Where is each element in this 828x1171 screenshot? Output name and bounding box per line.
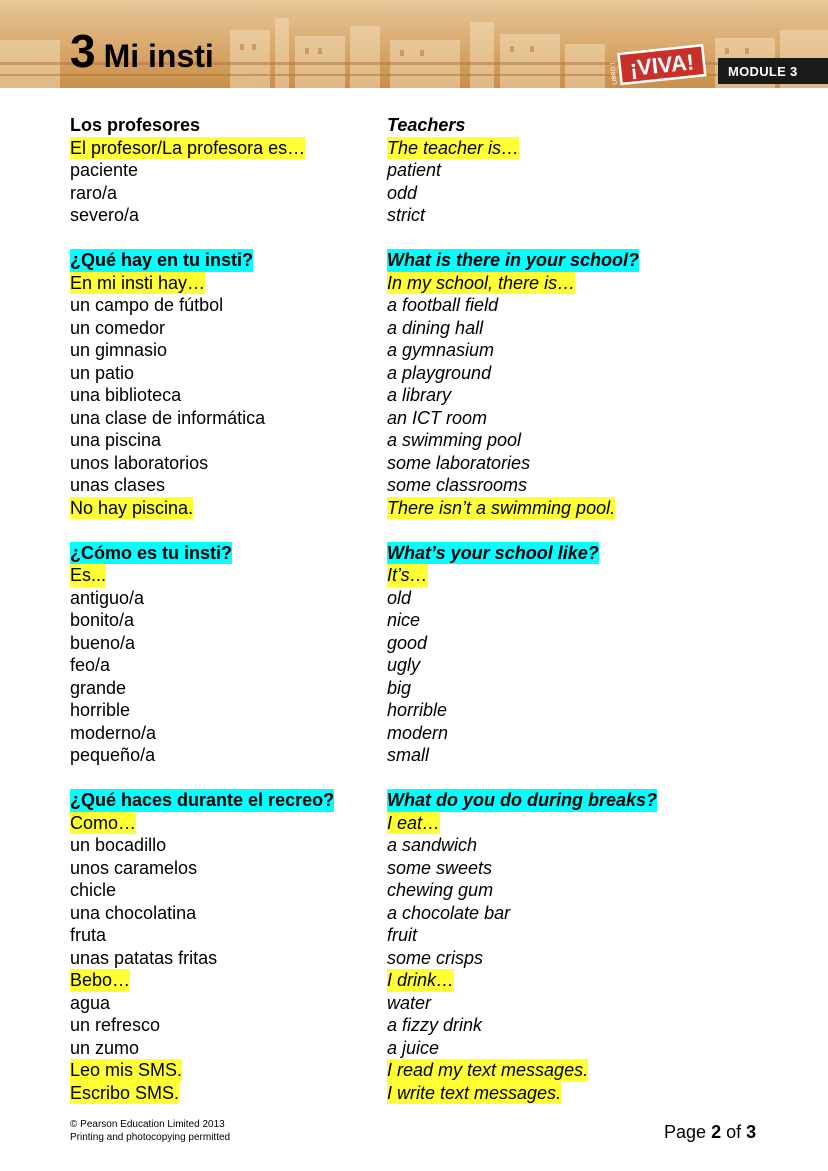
spanish-term: pequeño/a <box>70 745 156 765</box>
module-label: MODULE 3 <box>718 58 828 84</box>
spanish-term: un patio <box>70 362 135 383</box>
english-translation: What is there in your school? <box>387 250 640 270</box>
spanish-term: Escribo SMS. <box>70 1082 180 1103</box>
vocab-row <box>70 159 770 182</box>
section-heading-row <box>70 249 770 272</box>
vocab-row <box>70 857 770 880</box>
page-number <box>664 1122 756 1143</box>
spanish-term: un campo de fútbol <box>70 295 224 315</box>
module-number: 3 <box>70 25 96 77</box>
page-total: 3 <box>746 1122 757 1142</box>
english-translation: It’s… <box>387 565 428 585</box>
section-heading-row <box>70 114 770 137</box>
viva-logo-text: ¡VIVA! <box>628 49 696 81</box>
vocab-row <box>70 879 770 902</box>
vocab-row <box>70 1059 770 1082</box>
spanish-term: unos caramelos <box>70 857 198 878</box>
spanish-term: unos laboratorios <box>70 452 209 473</box>
page-current: 2 <box>711 1122 722 1142</box>
vocab-row <box>70 1037 770 1060</box>
vocab-row <box>70 654 770 677</box>
english-translation: chewing gum <box>387 880 494 900</box>
section-heading-row <box>70 789 770 812</box>
english-translation: old <box>387 587 412 608</box>
spanish-term: ¿Qué hay en tu insti? <box>70 250 254 270</box>
vocab-section <box>70 789 770 1104</box>
vocab-row <box>70 834 770 857</box>
english-translation: some sweets <box>387 857 493 878</box>
english-translation: patient <box>387 160 442 180</box>
english-translation: fruit <box>387 925 418 945</box>
english-translation: a swimming pool <box>387 430 522 450</box>
vocab-row <box>70 947 770 970</box>
english-translation: In my school, there is… <box>387 272 576 293</box>
vocab-row <box>70 294 770 317</box>
english-translation: a chocolate bar <box>387 902 511 923</box>
vocab-row <box>70 452 770 475</box>
english-translation: strict <box>387 205 425 225</box>
spanish-term: El profesor/La profesora es… <box>70 137 306 158</box>
spanish-term: ¿Qué haces durante el recreo? <box>70 790 335 810</box>
vocab-row <box>70 632 770 655</box>
spanish-term: feo/a <box>70 655 111 675</box>
english-translation: a gymnasium <box>387 340 495 360</box>
english-translation: small <box>387 745 430 765</box>
english-translation: There isn’t a swimming pool. <box>387 497 616 518</box>
vocabulary-list <box>70 114 770 1127</box>
header-banner <box>0 0 828 88</box>
vocab-row <box>70 609 770 632</box>
spanish-term: moderno/a <box>70 722 157 743</box>
spanish-term: bonito/a <box>70 610 135 630</box>
vocab-row <box>70 969 770 992</box>
english-translation: a playground <box>387 362 492 383</box>
vocab-row <box>70 587 770 610</box>
english-translation: a fizzy drink <box>387 1015 483 1035</box>
vocab-row <box>70 339 770 362</box>
spanish-term: antiguo/a <box>70 587 145 608</box>
english-translation: I drink… <box>387 970 455 990</box>
english-translation: big <box>387 677 412 698</box>
spanish-term: No hay piscina. <box>70 497 194 518</box>
spanish-term: ¿Cómo es tu insti? <box>70 542 232 563</box>
english-translation: an ICT room <box>387 407 488 428</box>
english-translation: horrible <box>387 700 448 720</box>
vocab-row <box>70 497 770 520</box>
copyright-notice <box>70 1118 230 1144</box>
vocab-row <box>70 744 770 767</box>
spanish-term: bueno/a <box>70 632 136 653</box>
vocab-section <box>70 542 770 767</box>
vocab-row <box>70 362 770 385</box>
english-translation: I eat… <box>387 812 441 833</box>
permission-line: Printing and photocopying permitted <box>70 1132 231 1143</box>
spanish-term: un gimnasio <box>70 340 168 360</box>
vocab-row <box>70 902 770 925</box>
copyright-line: © Pearson Education Limited 2013 <box>70 1119 225 1130</box>
english-translation: water <box>387 992 432 1013</box>
english-translation: I read my text messages. <box>387 1060 589 1080</box>
page-word: Page <box>664 1122 707 1142</box>
vocab-row <box>70 429 770 452</box>
english-translation: What do you do during breaks? <box>387 790 657 810</box>
vocab-row <box>70 924 770 947</box>
spanish-term: una piscina <box>70 430 162 450</box>
viva-logo <box>606 42 710 88</box>
vocab-row <box>70 812 770 835</box>
spanish-term: Como… <box>70 812 137 833</box>
spanish-term: agua <box>70 992 111 1013</box>
vocab-row <box>70 564 770 587</box>
english-translation: some classrooms <box>387 475 528 495</box>
spanish-term: un bocadillo <box>70 835 167 855</box>
spanish-term: unas clases <box>70 475 166 495</box>
spanish-term: horrible <box>70 700 131 720</box>
english-translation: odd <box>387 182 418 203</box>
english-translation: a juice <box>387 1037 440 1058</box>
vocab-row <box>70 699 770 722</box>
spanish-term: Es... <box>70 565 107 585</box>
spanish-term: una clase de informática <box>70 407 266 428</box>
english-translation: What’s your school like? <box>387 542 599 563</box>
spanish-term: una biblioteca <box>70 385 182 405</box>
english-translation: some crisps <box>387 947 484 968</box>
english-translation: I write text messages. <box>387 1082 562 1103</box>
english-translation: a library <box>387 385 452 405</box>
spanish-term: Bebo… <box>70 970 131 990</box>
spanish-term: Los profesores <box>70 115 201 135</box>
vocab-row <box>70 1082 770 1105</box>
vocab-row <box>70 384 770 407</box>
spanish-term: Leo mis SMS. <box>70 1060 183 1080</box>
vocab-row <box>70 677 770 700</box>
spanish-term: raro/a <box>70 182 118 203</box>
english-translation: ugly <box>387 655 421 675</box>
english-translation: Teachers <box>387 115 466 135</box>
spanish-term: paciente <box>70 160 139 180</box>
vocab-row <box>70 182 770 205</box>
english-translation: a dining hall <box>387 317 484 338</box>
module-title: Mi insti <box>103 38 214 74</box>
spanish-term: grande <box>70 677 127 698</box>
section-heading-row <box>70 542 770 565</box>
vocab-row <box>70 474 770 497</box>
vocab-row <box>70 137 770 160</box>
spanish-term: un refresco <box>70 1015 161 1035</box>
vocab-row <box>70 272 770 295</box>
vocab-row <box>70 317 770 340</box>
english-translation: a sandwich <box>387 835 478 855</box>
vocab-row <box>70 722 770 745</box>
english-translation: modern <box>387 722 449 743</box>
vocab-row <box>70 992 770 1015</box>
spanish-term: En mi insti hay… <box>70 272 206 293</box>
spanish-term: fruta <box>70 925 107 945</box>
spanish-term: chicle <box>70 880 117 900</box>
page-of: of <box>726 1122 742 1142</box>
vocab-row <box>70 407 770 430</box>
english-translation: nice <box>387 610 421 630</box>
english-translation: The teacher is… <box>387 137 520 158</box>
vocab-section <box>70 249 770 519</box>
vocab-row <box>70 204 770 227</box>
spanish-term: un comedor <box>70 317 166 338</box>
viva-logo-small-text: LIBRO 1 <box>610 61 619 85</box>
spanish-term: una chocolatina <box>70 902 197 923</box>
spanish-term: severo/a <box>70 205 140 225</box>
spanish-term: un zumo <box>70 1037 140 1058</box>
spanish-term: unas patatas fritas <box>70 947 218 968</box>
vocab-row <box>70 1014 770 1037</box>
module-heading <box>70 24 214 76</box>
english-translation: a football field <box>387 295 499 315</box>
english-translation: good <box>387 632 428 653</box>
vocab-section <box>70 114 770 227</box>
english-translation: some laboratories <box>387 452 531 473</box>
